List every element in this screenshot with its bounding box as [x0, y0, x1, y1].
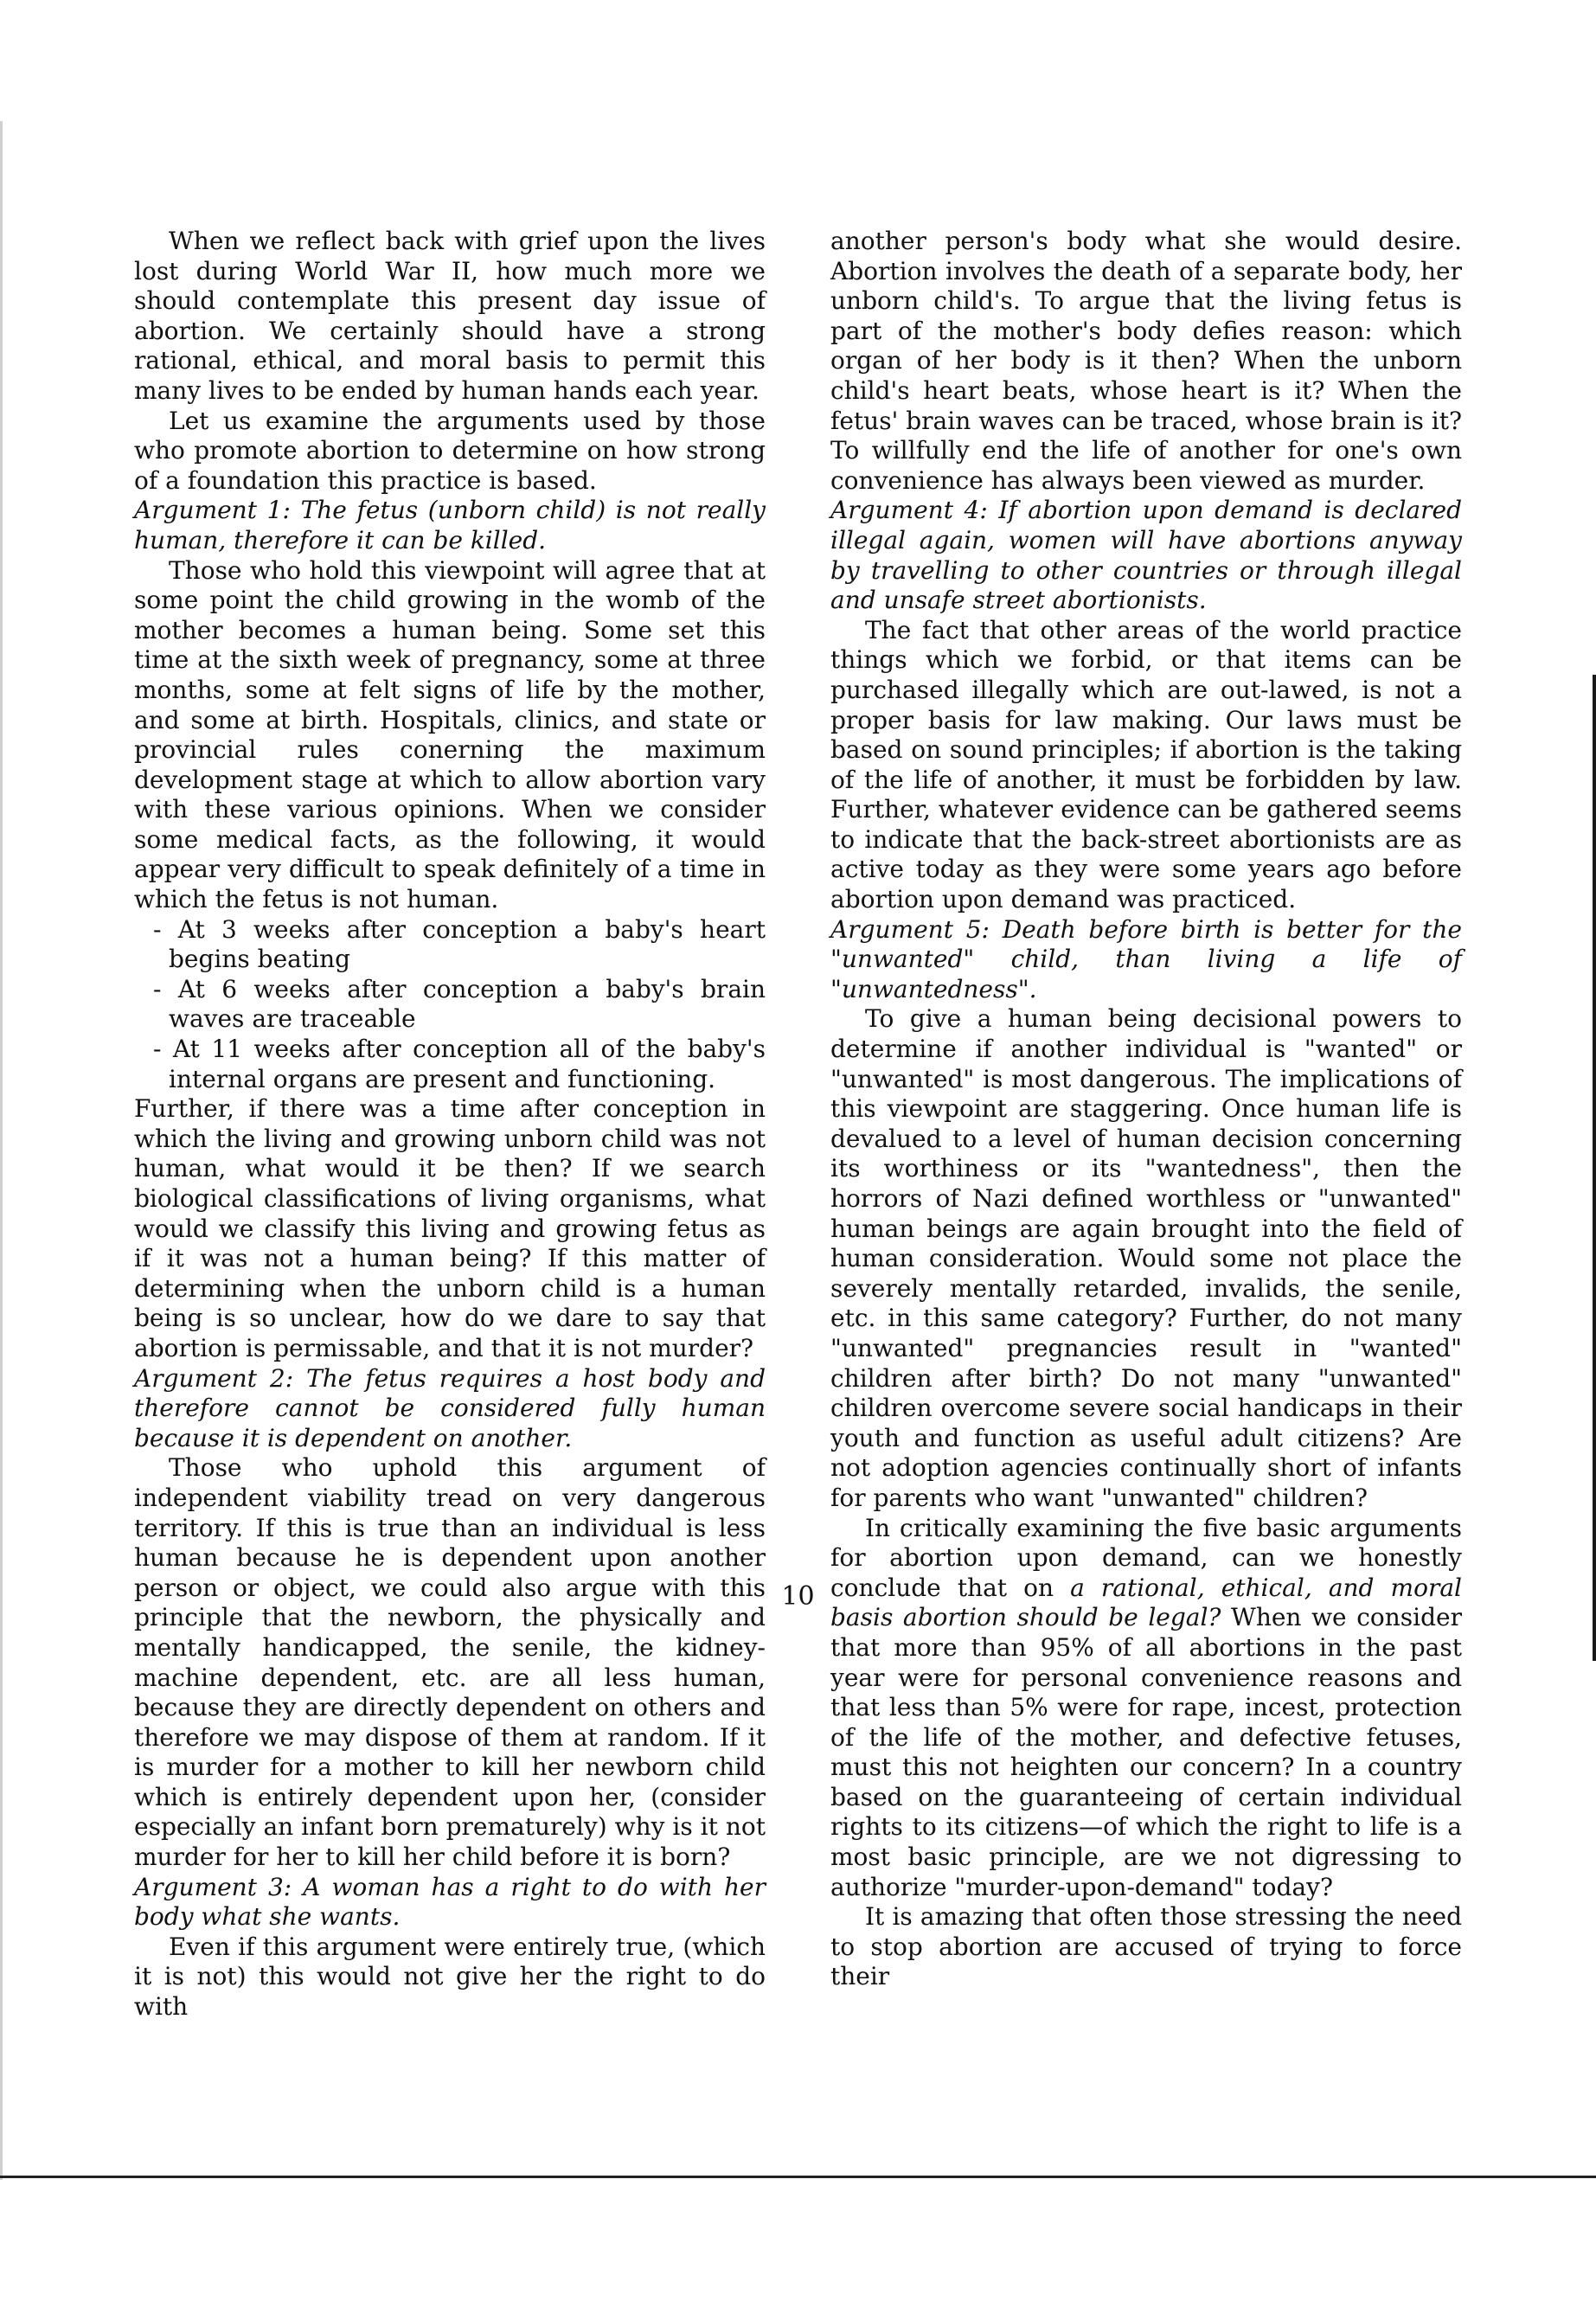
- paragraph: To give a human being decisional powers to determine if another individual is "wanted" or "unwanted" is most dangerous. The implications of this viewpoint are staggering. Once human life is devalued to a level of human decision concerning its worthiness or its "wantedness", then the horrors of Nazi defined worthless or "unwanted" human beings are again brought into the field of human consideration. Would some not place the severely mentally retarded, invalids, the senile, etc. in this same category? Further, do not many "unwanted" pregnancies result in "wanted" children after birth? Do not many "unwanted" children overcome severe social handicaps in their youth and function as useful adult citizens? Are not adoption agencies continually short of infants for parents who want "unwanted" children?: [830, 1004, 1462, 1512]
- paragraph: another person's body what she would desire. Abortion involves the death of a separate body, her unborn child's. To argue that the living fetus is part of the mother's body defies reason: which organ of her body is it then? When the unborn child's heart beats, whose heart is it? When the fetus' brain waves can be traced, whose brain is it? To willfully end the life of another for one's own convenience has always been viewed as murder.: [830, 227, 1462, 495]
- scan-right-edge: [1593, 675, 1596, 1661]
- argument-label: Argument 3:: [134, 1872, 292, 1901]
- argument-4: [830, 496, 1462, 615]
- list-item: - At 11 weeks after conception all of the baby's internal organs are present and functioning.: [153, 1035, 766, 1093]
- page-number: 10: [781, 1581, 815, 1612]
- list-item: - At 3 weeks after conception a baby's heart begins beating: [153, 914, 766, 974]
- paragraph: Those who hold this viewpoint will agree that at some point the child growing in the womb of the mother becomes a human being. Some set this time at the sixth week of pregnancy, some at three months, some at felt signs of life by the mother, and some at birth. Hospitals, clinics, and state or provincial rules conerning the maximum development stage at which to allow abortion vary with these various opinions. When we consider some medical facts, as the following, it would appear very difficult to speak definitely of a time in which the fetus is not human.: [134, 555, 766, 914]
- argument-text: If abortion upon demand is declared illegal again, women will have abortions anyway by travelling to other countries or through illegal and unsafe street abortionists.: [830, 496, 1462, 615]
- list-item: - At 6 weeks after conception a baby's brain waves are traceable: [153, 974, 766, 1034]
- argument-label: Argument 2:: [134, 1363, 294, 1393]
- argument-2: [134, 1364, 766, 1454]
- argument-5: [830, 915, 1462, 1005]
- argument-text: A woman has a right to do with her body what she wants.: [134, 1872, 766, 1932]
- paragraph: Further, if there was a time after conception in which the living and growing unborn child was not human, what would it be then? If we search biological classifications of living organisms, what would we classify this living and growing fetus as if it was not a human being? If this matter of determining when the unborn child is a human being is so unclear, how do we dare to say that abortion is permissable, and that it is not murder?: [134, 1094, 766, 1362]
- paragraph-text: In critically examining the five basic arguments for abortion upon demand, can we honestly conclude that on: [830, 1513, 1462, 1602]
- paragraph-text: When we consider that more than 95% of all abortions in the past year were for personal convenience reasons and that less than 5% were for rape, incest, protection of the life of the mother, and defective fetuses, must this not heighten our concern? In a country based on the guaranteeing of certain individual rights to its citizens—of which the right to life is a most basic principle, are we not digressing to authorize "murder-upon-demand" today?: [830, 1603, 1462, 1901]
- argument-1: [134, 496, 766, 555]
- argument-label: Argument 5:: [830, 914, 990, 944]
- argument-text: The fetus (unborn child) is not really human, therefore it can be killed.: [134, 496, 766, 554]
- paragraph: When we reflect back with grief upon the lives lost during World War II, how much more we should contemplate this present day issue of abortion. We certainly should have a strong rational, ethical, and moral basis to permit this many lives to be ended by human hands each year.: [134, 227, 766, 405]
- paragraph: The fact that other areas of the world practice things which we forbid, or that items can be purchased illegally which are out-lawed, is not a proper basis for law making. Our laws must be based on sound principles; if abortion is the taking of the life of another, it must be forbidden by law. Further, whatever evidence can be gathered seems to indicate that the back-street abortionists are as active today as they were some years ago before abortion upon demand was practiced.: [830, 615, 1462, 914]
- left-column: [134, 227, 766, 2022]
- argument-text: Death before birth is better for the "unwanted" child, than living a life of "unwantedness".: [830, 914, 1463, 1003]
- scan-left-edge: [0, 121, 3, 2180]
- paragraph: It is amazing that often those stressing the need to stop abortion are accused of trying to force their: [830, 1902, 1462, 1991]
- argument-3: [134, 1873, 766, 1932]
- argument-label: Argument 4:: [830, 496, 988, 525]
- argument-label: Argument 1:: [134, 496, 291, 525]
- right-column: [830, 227, 1462, 1992]
- paragraph: Let us examine the arguments used by those who promote abortion to determine on how strong of a foundation this practice is based.: [134, 406, 766, 495]
- paragraph: Even if this argument were entirely true, (which it is not) this would not give her the right to do with: [134, 1932, 766, 2022]
- italic-phrase: a rational, ethical, and moral basis abortion should be legal?: [830, 1573, 1462, 1632]
- paragraph: Those who uphold this argument of independent viability tread on very dangerous territory. If this is true than an individual is less human because he is dependent upon another person or object, we could also argue with this principle that the newborn, the physically and mentally handicapped, the senile, the kidney-machine dependent, etc. are all less human, because they are directly dependent on others and therefore we may dispose of them at random. If it is murder for a mother to kill her newborn child which is entirely dependent upon her, (consider especially an infant born prematurely) why is it not murder for her to kill her child before it is born?: [134, 1453, 766, 1872]
- bottom-rule: [0, 2176, 1596, 2178]
- paragraph: [830, 1514, 1462, 1903]
- argument-text: The fetus requires a host body and therefore cannot be considered fully human because it is dependent on another.: [134, 1363, 766, 1452]
